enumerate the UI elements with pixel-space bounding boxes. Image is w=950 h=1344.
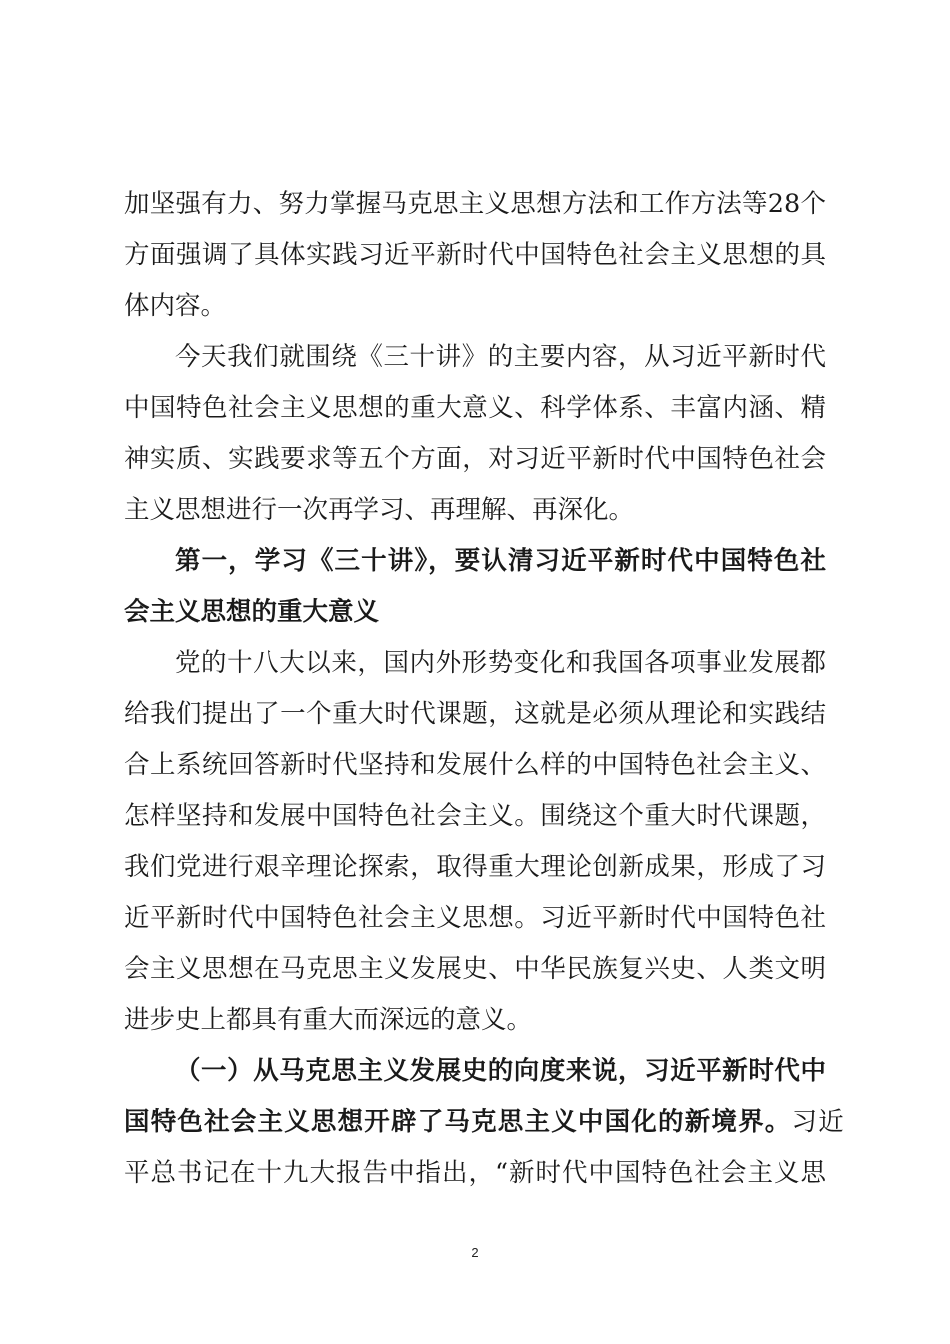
body-text-line: 今天我们就围绕《三十讲》的主要内容，从习近平新时代 <box>175 342 826 372</box>
body-text-line: 进步史上都具有重大而深远的意义。 <box>124 1005 533 1035</box>
body-text-run: 习近 <box>791 1107 845 1137</box>
subheading-text-run: 国特色社会主义思想开辟了马克思主义中国化的新境界。 <box>124 1107 792 1137</box>
body-text-line: 给我们提出了一个重大时代课题，这就是必须从理论和实践结 <box>124 699 826 729</box>
body-text-line: 中国特色社会主义思想的重大意义、科学体系、丰富内涵、精 <box>124 393 826 423</box>
body-text-line: 合上系统回答新时代坚持和发展什么样的中国特色社会主义、 <box>124 750 826 780</box>
mixed-text-line <box>124 1107 845 1137</box>
body-text-line: 党的十八大以来，国内外形势变化和我国各项事业发展都 <box>175 648 826 678</box>
body-text-line: 近平新时代中国特色社会主义思想。习近平新时代中国特色社 <box>124 903 826 933</box>
section-heading: 会主义思想的重大意义 <box>124 597 380 627</box>
body-text-line: 怎样坚持和发展中国特色社会主义。围绕这个重大时代课题， <box>124 801 826 831</box>
body-text-line: 神实质、实践要求等五个方面，对习近平新时代中国特色社会 <box>124 444 826 474</box>
body-text-line: 体内容。 <box>124 291 227 321</box>
body-text-line: 我们党进行艰辛理论探索，取得重大理论创新成果，形成了习 <box>124 852 826 882</box>
body-text-line: 主义思想进行一次再学习、再理解、再深化。 <box>124 495 635 525</box>
body-text-line: 会主义思想在马克思主义发展史、中华民族复兴史、人类文明 <box>124 954 826 984</box>
body-text-line: 加坚强有力、努力掌握马克思主义思想方法和工作方法等28个 <box>124 189 826 219</box>
page-number: 2 <box>471 1245 479 1260</box>
section-heading: 第一，学习《三十讲》，要认清习近平新时代中国特色社 <box>175 546 826 576</box>
subheading-text-line: （一）从马克思主义发展史的向度来说，习近平新时代中 <box>175 1056 826 1086</box>
body-text-line: 方面强调了具体实践习近平新时代中国特色社会主义思想的具 <box>124 240 826 270</box>
body-text-line: 平总书记在十九大报告中指出，“新时代中国特色社会主义思 <box>124 1158 826 1188</box>
